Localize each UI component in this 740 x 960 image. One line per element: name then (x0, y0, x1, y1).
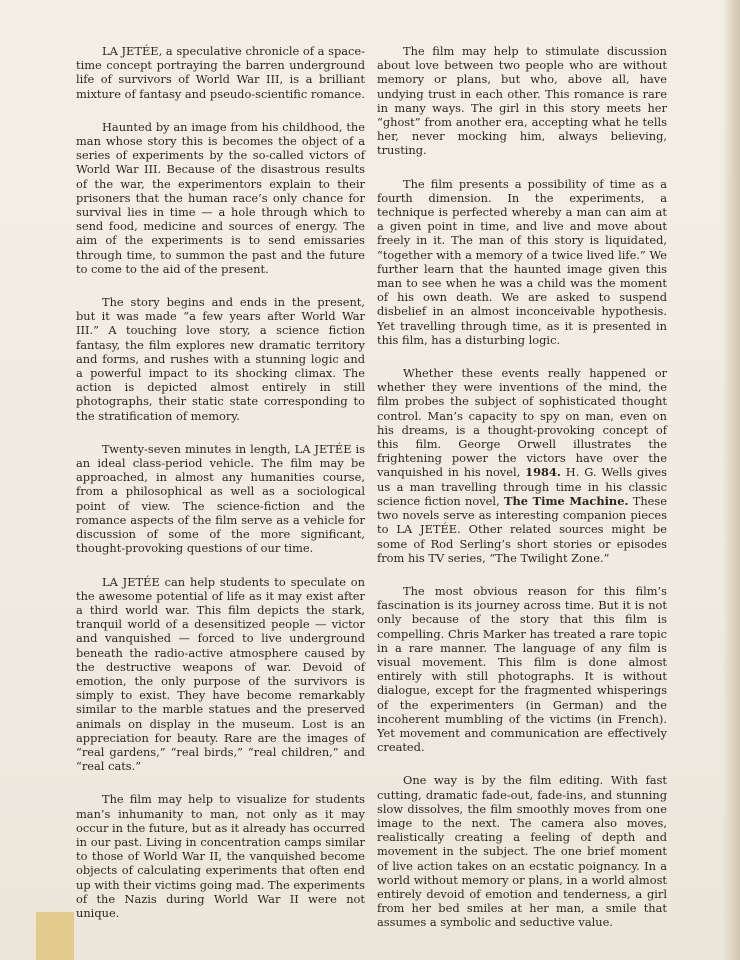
text-run: H. G. Wells gives us a man travelling through time in his classic science fiction novel, (377, 465, 667, 508)
paragraph-thought-control (377, 366, 667, 565)
book-title-time-machine: The Time Machine. (504, 493, 629, 508)
paragraph-story: The story begins and ends in the present, but it was made “a few years after World War III.” A touching love story, a science fiction fantasy, the film explores new dramatic territory and forms, and rushes with a stunning logic and a powerful impact to its shocking climax. The action is depicted almost entirely in still photographs, their static state corresponding to the stratification of memory. (76, 295, 365, 423)
paragraph-inhumanity: The film may help to visualize for students man’s inhumanity to man, not only as it may occur in the future, but as it already has occurred in our past. Living in concentration camps similar to those of World War II, the vanquished become objects of calculating experiments that often end up with their victims going mad. The experiments of the Nazis during World War II were not unique. (76, 792, 365, 920)
text-run: These two novels serve as interesting companion pieces to LA JETÉE. Other related sources might be some of Rod Serling’s short stories or episodes from his TV series, “The Twilight Zone.” (377, 493, 667, 565)
paragraph-intro: LA JETÉE, a speculative chronicle of a space-time concept portraying the barren underground life of survivors of World War III, is a brilliant mixture of fantasy and pseudo-scientific romance. (76, 44, 365, 101)
paragraph-experiments: Haunted by an image from his childhood, the man whose story this is becomes the object of a series of experiments by the so-called victors of World War III. Because of the disastrous results of the war, the experimentors explain to their prisoners that the human race’s only chance for survival lies in time — a hole through which to send food, medicine and sources of energy. The aim of the experiments is to send emissaries through time, to summon the past and the future to come to the aid of the present. (76, 119, 365, 276)
paper-stain (36, 912, 74, 960)
left-text-column (76, 44, 365, 939)
paragraph-fascination: The most obvious reason for this film’s fascination is its journey across time. But it is not only because of the story that this film is compelling. Chris Marker has treated a rare topic in a rare manner. The language of any film is visual movement. This film is done almost entirely with still photographs. It is without dialogue, except for the fragmented whisperings of the experimenters (in German) and the incoherent mumbling of the victims (in French). Yet movement and communication are effectively created. (377, 583, 667, 755)
book-title-1984: 1984. (525, 465, 561, 480)
right-text-column (377, 44, 667, 949)
text-run: Whether these events really happened or whether they were inventions of the mind, the film probes the subject of sophisticated thought control. Man’s capacity to spy on man, even on his dreams, is a thought-provoking concept of this film. George Orwell illustrates the frightening power the victors have over the vanquished in his novel, (377, 366, 667, 480)
paragraph-editing: One way is by the film editing. With fast cutting, dramatic fade-out, fade-ins, and stunning slow dissolves, the film smoothly moves from one image to the next. The camera also moves, realistically creating a feeling of depth and movement in the subject. The one brief moment of live action takes on an ecstatic poignancy. In a world without memory or plans, in a world almost entirely devoid of emotion and tenderness, a girl from her bed smiles at her man, a smile that assumes a symbolic and seductive value. (377, 773, 667, 930)
page-edge-shadow (722, 0, 740, 960)
paragraph-speculate: LA JETÉE can help students to speculate on the awesome potential of life as it may exist after a third world war. This film depicts the stark, tranquil world of a desensitized people — victor and vanquished — forced to live underground beneath the radio-active atmosphere caused by the destructive weapons of war. Devoid of emotion, the only purpose of the survivors is simply to exist. They have become remarkably similar to the marble statues and the preserved animals on display in the museum. Lost is an appreciation for beauty. Rare are the images of “real gardens,” “real birds,” “real children,” and “real cats.” (76, 574, 365, 774)
paragraph-love: The film may help to stimulate discussion about love between two people who are without memory or plans, but who, above all, have undying trust in each other. This romance is rare in many ways. The girl in this story meets her “ghost” from another era, accepting what he tells her, never mocking him, always believing, trusting. (377, 44, 667, 158)
paragraph-length: Twenty-seven minutes in length, LA JETÉE is an ideal class-period vehicle. The film may be approached, in almost any humanities course, from a philosophical as well as a sociological point of view. The science-fiction and the romance aspects of the film serve as a vehicle for discussion of some of the more significant, thought-provoking questions of our time. (76, 441, 365, 556)
paragraph-time-dimension: The film presents a possibility of time as a fourth dimension. In the experiments, a technique is perfected whereby a man can aim at a given point in time, and live and move about freely in it. The man of this story is liquidated, “together with a memory of a twice lived life.” We further learn that the haunted image given this man to see when he was a child was the moment of his own death. We are asked to suspend disbelief in an almost inconceivable hypothesis. Yet travelling through time, as it is presented in this film, has a disturbing logic. (377, 176, 667, 347)
